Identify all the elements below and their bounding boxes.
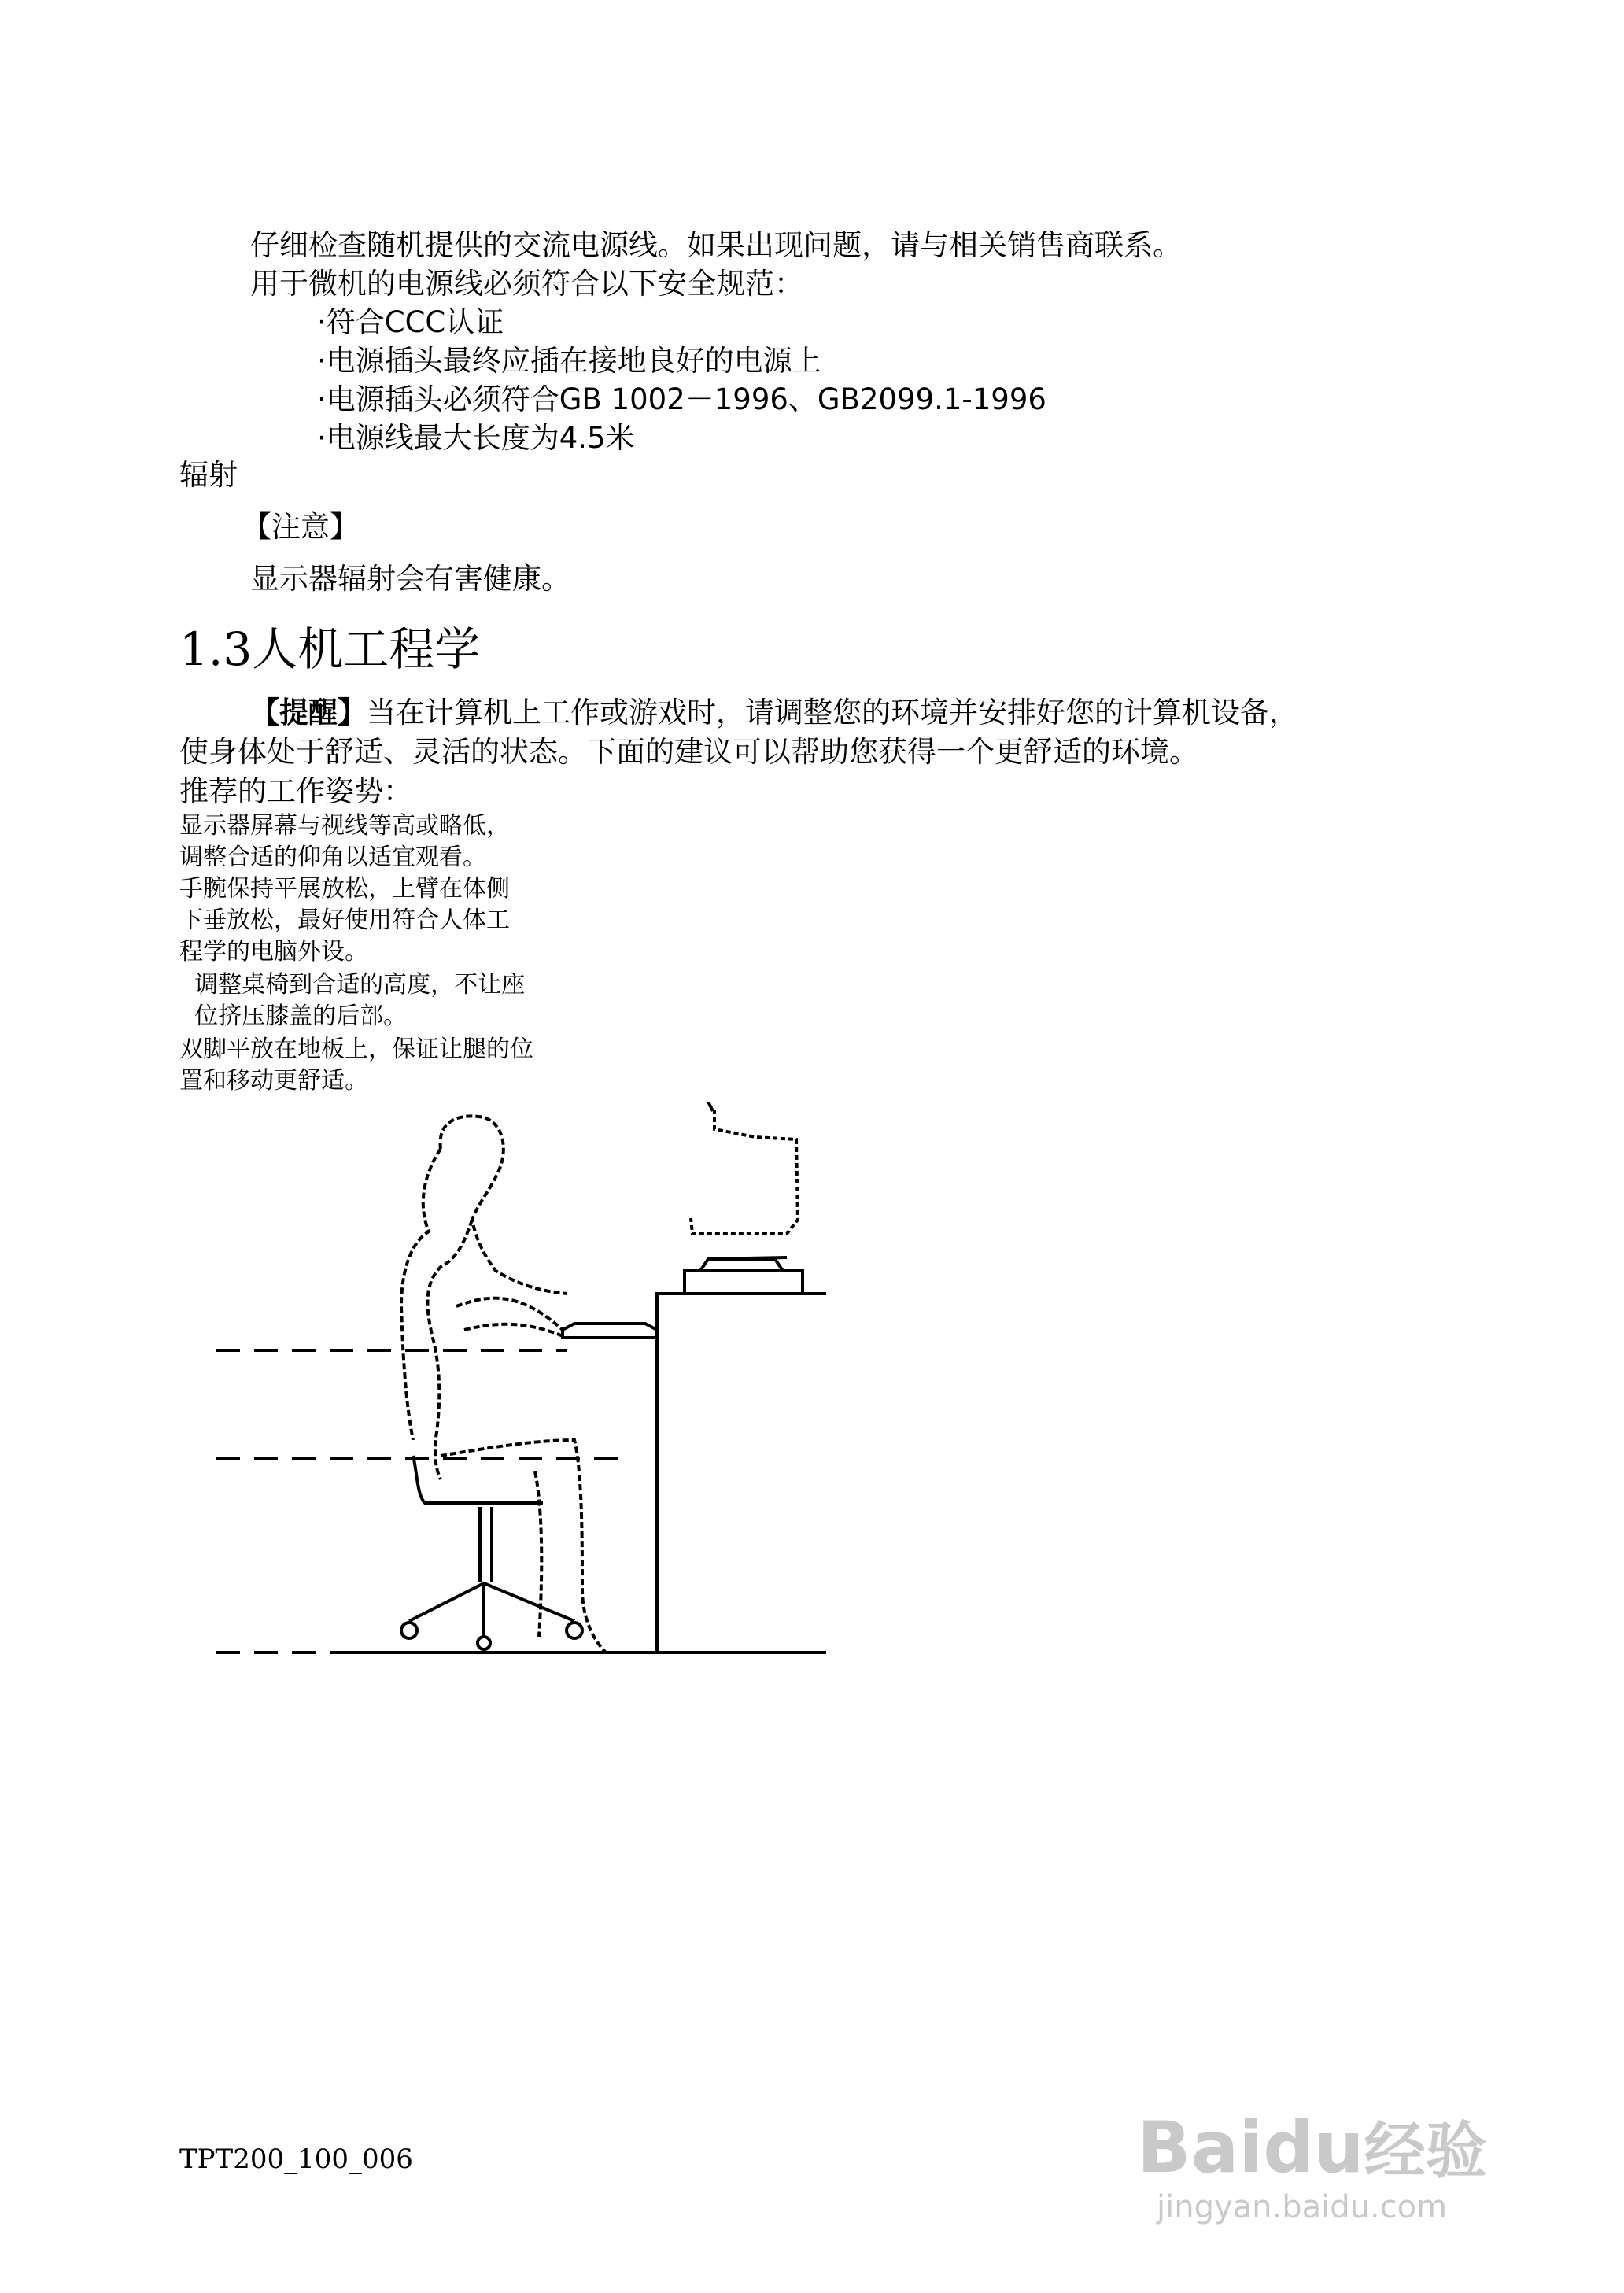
bullet-item: ·电源线最大长度为4.5米 bbox=[317, 421, 635, 455]
section-title: 辐射 bbox=[179, 458, 238, 492]
posture-line: 程学的电脑外设。 bbox=[179, 938, 368, 966]
posture-line: 下垂放松，最好使用符合人体工 bbox=[179, 906, 510, 934]
keyboard bbox=[563, 1324, 657, 1338]
monitor-base bbox=[685, 1271, 803, 1294]
posture-line: 位挤压膝盖的后部。 bbox=[179, 1002, 408, 1030]
posture-line: 调整桌椅到合适的高度，不让座 bbox=[179, 971, 526, 999]
reminder-line bbox=[250, 694, 1298, 732]
section-heading: 1.3人机工程学 bbox=[179, 622, 481, 676]
note-label: 【注意】 bbox=[242, 510, 359, 544]
posture-line: 双脚平放在地板上，保证让腿的位 bbox=[179, 1036, 533, 1063]
posture-line: 置和移动更舒适。 bbox=[179, 1067, 368, 1095]
bullet-item: ·符合CCC认证 bbox=[317, 305, 504, 339]
footer-code: TPT200_100_006 bbox=[179, 2143, 413, 2175]
reminder-text: 当在计算机上工作或游戏时，请调整您的环境并安排好您的计算机设备， bbox=[367, 696, 1298, 729]
watermark-logo: Baidu经验 bbox=[1137, 2107, 1487, 2189]
posture-line: 手腕保持平展放松，上臂在体侧 bbox=[179, 875, 510, 903]
reminder-label: 【提醒】 bbox=[250, 696, 367, 729]
paragraph-line: 用于微机的电源线必须符合以下安全规范： bbox=[250, 267, 803, 301]
watermark-url: jingyan.baidu.com bbox=[1157, 2189, 1448, 2225]
paragraph-line: 仔细检查随机提供的交流电源线。如果出现问题，请与相关销售商联系。 bbox=[250, 228, 1182, 262]
desk bbox=[657, 1294, 826, 1652]
bullet-item: ·电源插头最终应插在接地良好的电源上 bbox=[317, 344, 821, 378]
bullet-item: ·电源插头必须符合GB 1002－1996、GB2099.1-1996 bbox=[317, 382, 1046, 416]
posture-line: 调整合适的仰角以适宜观看。 bbox=[179, 844, 486, 871]
monitor bbox=[691, 1110, 798, 1234]
chair bbox=[413, 1456, 543, 1503]
reminder-line-2: 使身体处于舒适、灵活的状态。下面的建议可以帮助您获得一个更舒适的环境。 bbox=[179, 735, 1198, 769]
posture-title: 推荐的工作姿势： bbox=[179, 774, 412, 808]
posture-line: 显示器屏幕与视线等高或略低， bbox=[179, 812, 510, 840]
note-text: 显示器辐射会有害健康。 bbox=[250, 562, 570, 596]
ergonomics-illustration bbox=[205, 1102, 834, 1684]
